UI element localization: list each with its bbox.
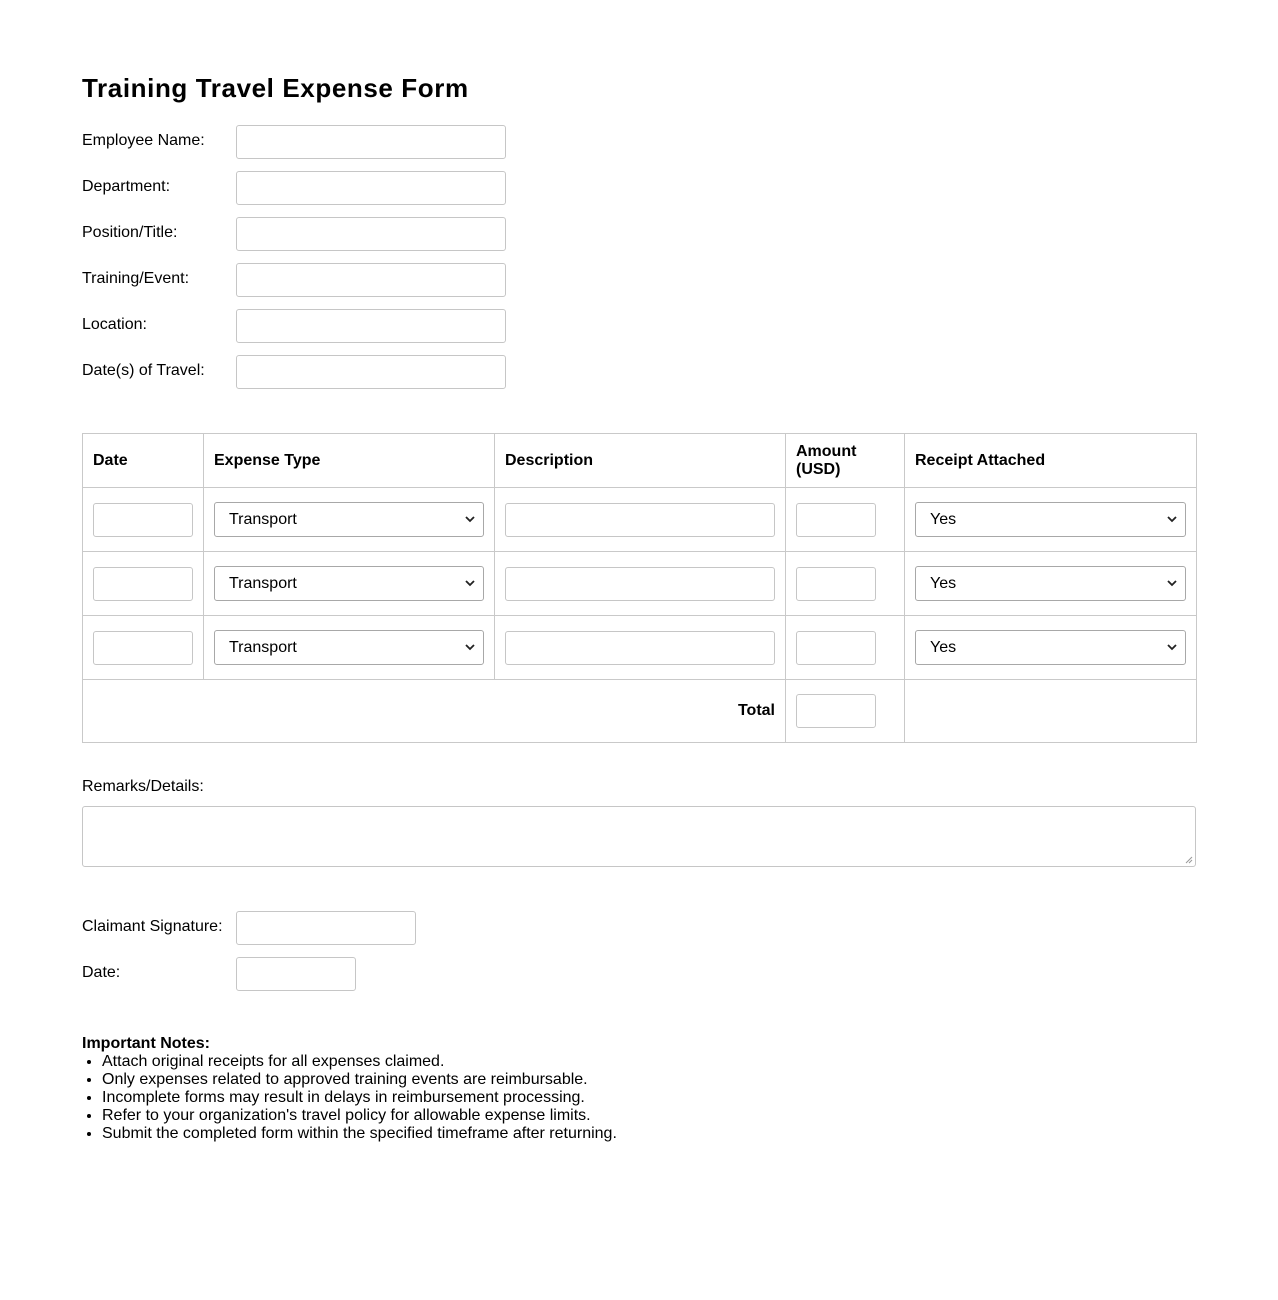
employee-name-input[interactable] <box>236 125 506 159</box>
expense-type-cell <box>204 488 495 552</box>
row-description-input[interactable] <box>505 631 775 665</box>
travel-dates-input[interactable] <box>236 355 506 389</box>
column-header-description: Description <box>495 434 786 488</box>
date-cell <box>83 616 204 680</box>
table-row <box>83 488 1197 552</box>
signature-date-label: Date: <box>82 964 121 981</box>
amount-cell <box>786 552 905 616</box>
signature-date-input[interactable] <box>236 957 356 991</box>
column-header-receipt: Receipt Attached <box>905 434 1197 488</box>
expense-type-cell <box>204 552 495 616</box>
amount-cell <box>786 488 905 552</box>
department-input[interactable] <box>236 171 506 205</box>
row-amount-input[interactable] <box>796 567 876 601</box>
expense-type-value: Transport <box>229 575 297 592</box>
receipt-attached-select[interactable] <box>915 630 1186 665</box>
total-row <box>83 680 1197 743</box>
expense-type-cell <box>204 616 495 680</box>
table-header-row <box>83 434 1197 488</box>
row-description-input[interactable] <box>505 503 775 537</box>
notes-list <box>82 1053 617 1143</box>
row-amount-input[interactable] <box>796 503 876 537</box>
expense-type-select[interactable] <box>214 502 484 537</box>
date-cell <box>83 552 204 616</box>
list-item: • Refer to your organization's travel policy for allowable expense limits. <box>102 1107 617 1125</box>
chevron-down-icon <box>465 642 475 652</box>
chevron-down-icon <box>465 514 475 524</box>
row-date-input[interactable] <box>93 567 193 601</box>
column-header-expense-type: Expense Type <box>204 434 495 488</box>
row-date-input[interactable] <box>93 503 193 537</box>
amount-cell <box>786 616 905 680</box>
table-row <box>83 616 1197 680</box>
total-empty-cell <box>905 680 1197 743</box>
expense-type-select[interactable] <box>214 630 484 665</box>
row-description-input[interactable] <box>505 567 775 601</box>
page-title: Training Travel Expense Form <box>82 73 469 103</box>
list-item: • Attach original receipts for all expenses claimed. <box>102 1053 617 1071</box>
list-item: • Submit the completed form within the specified timeframe after returning. <box>102 1125 617 1143</box>
travel-dates-label: Date(s) of Travel: <box>82 362 205 379</box>
chevron-down-icon <box>1167 642 1177 652</box>
chevron-down-icon <box>1167 514 1177 524</box>
remarks-label: Remarks/Details: <box>82 778 204 795</box>
chevron-down-icon <box>1167 578 1177 588</box>
column-header-amount: Amount (USD) <box>786 434 905 488</box>
expense-type-value: Transport <box>229 511 297 528</box>
receipt-attached-value: Yes <box>930 639 957 656</box>
receipt-attached-select[interactable] <box>915 502 1186 537</box>
row-amount-input[interactable] <box>796 631 876 665</box>
position-label: Position/Title: <box>82 224 178 241</box>
receipt-attached-select[interactable] <box>915 566 1186 601</box>
expense-type-select[interactable] <box>214 566 484 601</box>
notes-title: Important Notes: <box>82 1035 210 1052</box>
description-cell <box>495 552 786 616</box>
claimant-signature-input[interactable] <box>236 911 416 945</box>
position-input[interactable] <box>236 217 506 251</box>
receipt-cell <box>905 488 1197 552</box>
total-label: Total <box>83 680 786 743</box>
total-amount-cell <box>786 680 905 743</box>
receipt-attached-value: Yes <box>930 511 957 528</box>
resize-grip-icon[interactable] <box>1185 856 1193 864</box>
expense-table <box>82 433 1197 743</box>
row-date-input[interactable] <box>93 631 193 665</box>
important-notes <box>82 1035 617 1143</box>
location-input[interactable] <box>236 309 506 343</box>
receipt-attached-value: Yes <box>930 575 957 592</box>
date-cell <box>83 488 204 552</box>
expense-type-value: Transport <box>229 639 297 656</box>
table-row <box>83 552 1197 616</box>
department-label: Department: <box>82 178 171 195</box>
description-cell <box>495 616 786 680</box>
total-amount-input[interactable] <box>796 694 876 728</box>
claimant-signature-label: Claimant Signature: <box>82 918 223 935</box>
employee-name-label: Employee Name: <box>82 132 205 149</box>
list-item: • Incomplete forms may result in delays in reimbursement processing. <box>102 1089 617 1107</box>
chevron-down-icon <box>465 578 475 588</box>
remarks-textarea[interactable] <box>82 806 1196 867</box>
description-cell <box>495 488 786 552</box>
receipt-cell <box>905 616 1197 680</box>
list-item: • Only expenses related to approved training events are reimbursable. <box>102 1071 617 1089</box>
training-event-input[interactable] <box>236 263 506 297</box>
location-label: Location: <box>82 316 147 333</box>
receipt-cell <box>905 552 1197 616</box>
column-header-date: Date <box>83 434 204 488</box>
training-event-label: Training/Event: <box>82 270 190 287</box>
